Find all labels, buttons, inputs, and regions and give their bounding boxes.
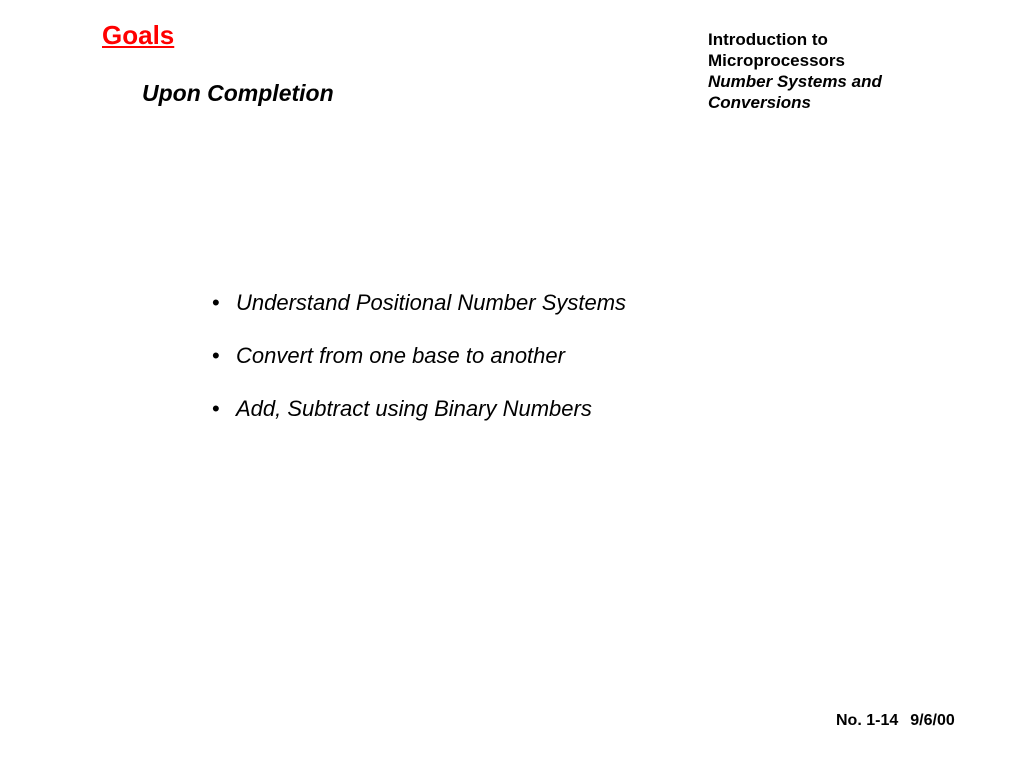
list-item: [212, 288, 626, 341]
list-item-text: Add, Subtract using Binary Numbers: [236, 396, 592, 421]
slide-subtitle: Upon Completion: [142, 80, 334, 106]
bullet-icon: •: [212, 290, 220, 315]
course-topic-line1: Number Systems and: [708, 72, 882, 91]
course-name-line1: Introduction to: [708, 30, 828, 49]
list-item-text: Convert from one base to another: [236, 343, 565, 368]
course-name-line2: Microprocessors: [708, 51, 845, 70]
slide-footer: [836, 710, 955, 732]
goals-list: [212, 288, 626, 447]
list-item: [212, 341, 626, 394]
course-topic-line2: Conversions: [708, 93, 811, 112]
list-item-text: Understand Positional Number Systems: [236, 290, 627, 315]
bullet-icon: •: [212, 343, 220, 368]
course-header: [708, 29, 1008, 113]
list-item: [212, 394, 626, 447]
slide-number: No. 1-14: [836, 712, 899, 729]
bullet-icon: •: [212, 396, 220, 421]
slide-date: 9/6/00: [910, 712, 955, 729]
slide-title: Goals: [102, 20, 175, 50]
